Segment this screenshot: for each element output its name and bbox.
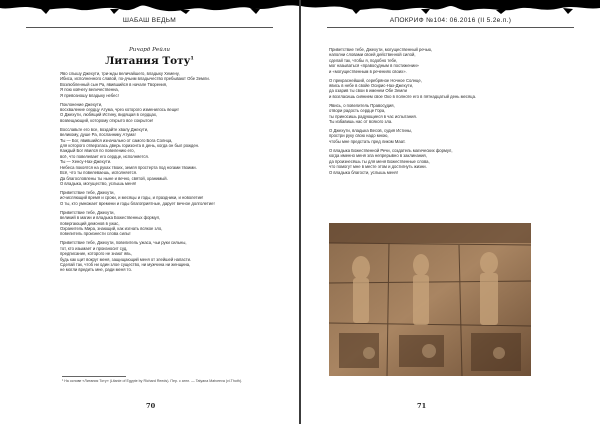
verse-line: будь как щит вокруг меня, защищающий меня от злейшей напасти. xyxy=(60,256,192,262)
verse-line: Приветствие тебе, Джехути, могущественный речью, xyxy=(329,47,433,52)
verse-line: Ты — Бог, явившийся изначально от самого Бога Солнца, xyxy=(60,137,173,143)
footnote: ¹ На основе «Литания Тоту» (Litanie of Egypte by Richard Reeds). Пер. с англ. — Tatyana Matveeva (vi.Thoth). xyxy=(62,379,243,383)
verse-line: Явись, о повелитель Правосудия, xyxy=(329,102,395,108)
verse-line: Возлюбленный сын Ра, явившийся в начале Творения, xyxy=(60,81,168,87)
verse-line: Охранитель Мира, знающий, как изгнать всякое зло, xyxy=(60,225,163,231)
verse-line: для которого отверзлась дверь горизонта в день, когда он был рожден. xyxy=(60,143,200,149)
verse-line: и возгласишь сиянием свое Око в полноте его в пятнадцатый день месяца. xyxy=(329,93,477,99)
verse-line: исчисляющий время и сроки, и месяцы и годы, и праздники, и новолетие! xyxy=(60,195,204,201)
verse-line: что помогут мне в месте этом и достигнуть жизни. xyxy=(329,164,427,170)
verse-line: Приветствие тебе, Джехути, xyxy=(60,189,115,195)
verse-line: О прекраснейший, серебряное Ночное Солнце, xyxy=(329,77,422,83)
verse-line: и «могущественным в речениях своих». xyxy=(329,68,407,74)
chapter-title xyxy=(0,55,299,67)
tribal-ornament-header xyxy=(0,0,299,14)
verse-paragraph xyxy=(329,78,569,100)
verse-line: ты приносишь радующиеся в час испытания. xyxy=(329,113,417,119)
verse-paragraph xyxy=(329,47,569,74)
verse-paragraph xyxy=(60,190,284,206)
verse-line: Ты избавишь нас от всякого зла. xyxy=(329,119,393,125)
verse-line: Небеса покоятся на руках твоих, земля простерта под ногами твоими. xyxy=(60,164,197,170)
verse-line: возвещающий, которому открыто все сокрытое! xyxy=(60,117,154,123)
header-rule xyxy=(26,27,273,28)
running-title: АПОКРИФ №104: 06.2016 (II 5.2е.п.) xyxy=(389,17,512,24)
verse-line: Приветствие тебе, Джехути, повелитель ужаса, чьи руки сильны, xyxy=(60,240,187,246)
chapter-title-text: Литания Тоту xyxy=(105,55,191,67)
verse-line: простри руку свою надо мною, xyxy=(329,133,389,139)
verse-paragraph xyxy=(329,103,569,125)
verse-line: отвори радость сердце Гора, xyxy=(329,108,386,114)
verse-line: О Джехути, владыка Весов, судия Истины, xyxy=(329,128,413,134)
verse-line: чтобы мне предстать пред ликом Маат. xyxy=(329,138,406,144)
verse-line: наполни словами своей действенной силой, xyxy=(329,52,416,58)
footnote-marker: 1 xyxy=(190,55,194,62)
running-title: ШАБАШ ВЕДЬМ xyxy=(122,17,177,24)
verse-line: Приветствие тебе, Джехути, xyxy=(60,209,115,215)
page-number: 70 xyxy=(146,402,156,410)
verse-paragraph xyxy=(329,128,569,144)
verse-line: Сделай так, чтоб ни один злое существо, ни мужчина ни женщина, xyxy=(60,261,191,267)
verse-line: Восславьте его все, воздайте хвалу Джехути, xyxy=(60,126,149,132)
verse-line: повелитель произнести слова силы! xyxy=(60,231,131,237)
right-body-text xyxy=(329,47,569,179)
verse-line: да озарив ты свои в именем Обе Земли xyxy=(329,88,407,94)
verse-line: Да благословлены ты ныне и вечно, святой, хранимый. xyxy=(60,175,168,181)
verse-paragraph xyxy=(60,210,284,237)
relief-photo xyxy=(329,223,531,376)
left-body-text xyxy=(60,71,284,276)
right-page xyxy=(301,0,600,424)
verse-paragraph xyxy=(329,148,569,175)
verse-line: Всё, что ты повелеваешь, исполняется. xyxy=(60,170,138,176)
verse-line: явись в небе в свойе Осирис-Нах-Джехути, xyxy=(329,83,414,89)
verse-line: О Джехути, любящий Истину, видящая в сердцах, xyxy=(60,112,158,118)
verse-line: Яво слышу Джехути, три-жды величайшего, владыку Хемену, xyxy=(60,71,180,76)
verse-line: Поклонение Джехути, xyxy=(60,101,103,107)
tribal-ornament-header xyxy=(301,0,600,14)
left-page xyxy=(0,0,299,424)
verse-paragraph xyxy=(60,240,284,272)
verse-line: О владыка Божественной Речи, создатель магических формул, xyxy=(329,147,453,153)
verse-line: О владыка, могущество, услышь меня! xyxy=(60,180,137,186)
verse-line: тот, кто изымает и произносит суд, xyxy=(60,245,128,251)
verse-line: да произнесёшь ты для меня Божественные слова, xyxy=(329,158,430,164)
verse-line: мог называться «правосудным в постижении» xyxy=(329,63,419,69)
footnote-rule xyxy=(62,376,126,377)
verse-line: Я превозношу владыку небес! xyxy=(60,92,119,98)
verse-line: Каждый Бог явился по повелению его, xyxy=(60,148,135,154)
verse-line: всё, что повелевает его сердце, исполняется. xyxy=(60,153,149,159)
page-number: 71 xyxy=(417,402,427,410)
verse-line: великий в магии и владыка Божественных формул, xyxy=(60,215,161,221)
verse-line: Ибиса, исполненного славой, по-дчьим владычество пребывают Обе Земли. xyxy=(60,76,210,82)
verse-line: сделай так, чтобы я, подобно тебе, xyxy=(329,57,398,63)
verse-line: О владыка благости, услышь меня! xyxy=(329,169,398,175)
verse-line: восхваление сердцу Атума, чрез которого изменилось вещи! xyxy=(60,107,179,113)
verse-line: Я пою ковчегу величественна, xyxy=(60,87,119,93)
verse-line: предписание, которого не знают явь, xyxy=(60,251,132,257)
verse-line: когда именно меня зла непрерывно в заклинания, xyxy=(329,153,427,159)
verse-line: не могли вредить мне, ради меня то. xyxy=(60,267,132,273)
verse-line: великому, душе Ра, посланнику Атума! xyxy=(60,132,136,138)
author-name: Ричард Рейли xyxy=(129,47,170,53)
verse-line: О ты, кто умножает времени и годы благоприятные, дарует вечное долголетие! xyxy=(60,200,215,206)
header-rule xyxy=(327,27,574,28)
verse-paragraph xyxy=(60,127,284,186)
verse-paragraph xyxy=(60,102,284,124)
verse-line: повергающий демонов в ужас, xyxy=(60,220,120,226)
verse-line: Ты — Хенсу-Нах-Джехути. xyxy=(60,159,112,165)
verse-paragraph xyxy=(60,71,284,98)
